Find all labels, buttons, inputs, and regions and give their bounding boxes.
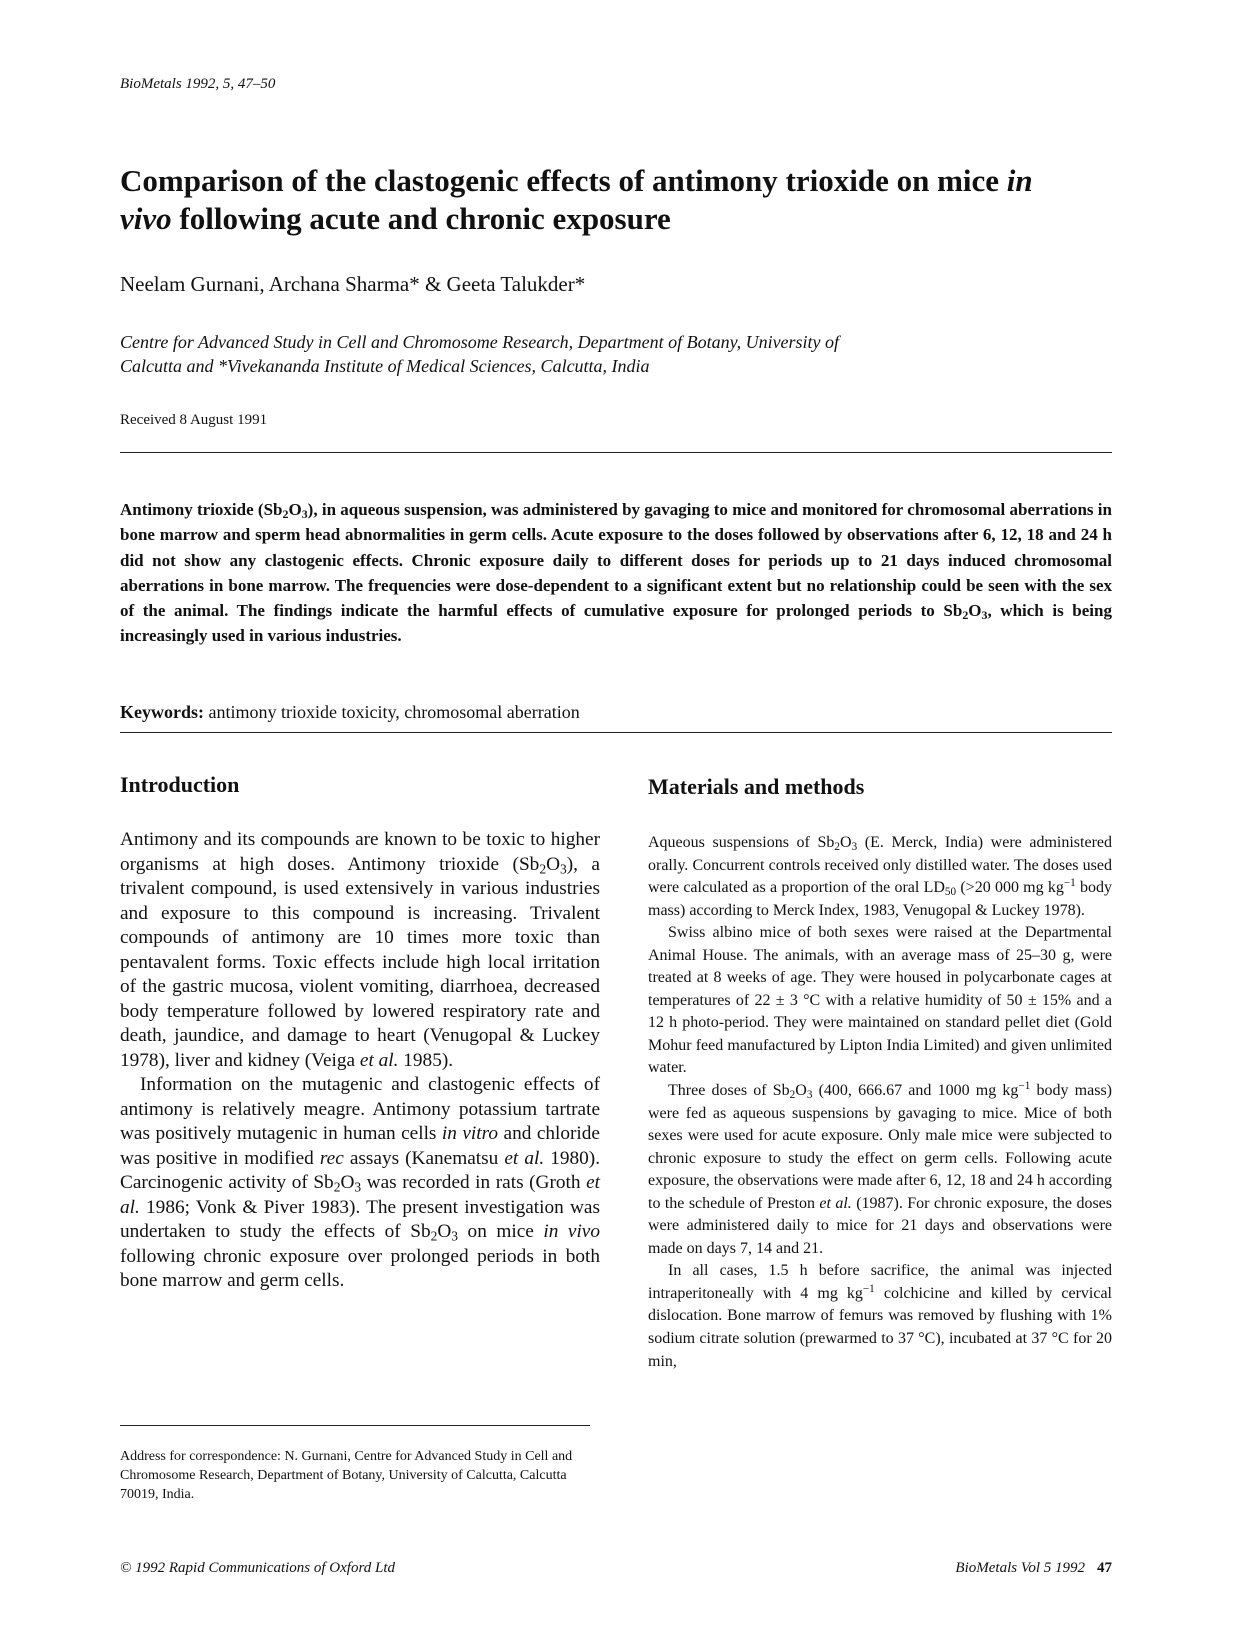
introduction-paragraph: Antimony and its compounds are known to be toxic to higher organisms at high doses. Antimony trioxide $(Sb_2O_3)$, a trivalent compound, is used extensively in various industries and exposure to this compound is increasing. Trivalent compounds of antimony are 10 times more toxic than pentavalent forms. Toxic effects include high local irritation of the gastric mucosa, violent vomiting, diarrhoea, decreased body temperature followed by lowered respiratory rate and death, jaundice, and damage to heart (Venugopal & Luckey 1978), liver and kidney (Veiga et al. 1985).	[120, 829, 600, 1071]
methods-paragraph: Swiss albino mice of both sexes were raised at the Departmental Animal House. The animals, with an average mass of 25–30 g, were treated at 8 weeks of age. They were housed in polycarbonate cages at temperatures of 22 ± 3 °C with a relative humidity of 50 ± 15% and a 12 h photo-period. They were maintained on standard pellet diet (Gold Mohur feed manufactured by Lipton India Limited) and given unlimited water.	[648, 924, 1112, 1077]
keywords-label: Keywords:	[120, 702, 204, 722]
methods-paragraph: Three doses of $Sb_2O_3$ (400, 666.67 and 1000 mg $kg^{-1}$ body mass) were fed as aqueous suspensions by gavaging to mice. Mice of both sexes were used for acute exposure. Only male mice were subjected to chronic exposure to study the effect on germ cells. Following acute exposure, the observations were made after 6, 12, 18 and 24 h according to the schedule of Preston et al. (1987). For chronic exposure, the doses were administered daily to mice for 21 days and observations were made on days 7, 14 and 21.	[648, 1079, 1113, 1257]
journal-name: BioMetals	[120, 76, 182, 92]
title-text: Comparison of the clastogenic effects of antimony trioxide on mice	[120, 163, 1007, 198]
copyright-notice: © 1992 Rapid Communications of Oxford Ltd	[120, 1560, 396, 1576]
introduction-body	[120, 828, 600, 1294]
page-footer	[920, 1560, 1112, 1577]
introduction-paragraph: Information on the mutagenic and clastogenic effects of antimony is relatively meagre. Antimony potassium tartrate was positively mutagenic in human cells in vitro and chloride was positive in modified rec assays (Kanematsu et al. 1980). Carcinogenic activity of $Sb_2O_3$ was recorded in rats (Groth et al. 1986; Vonk & Piver 1983). The present investigation was undertaken to study the effects of $Sb_2O_3$ on mice in vivo following chronic exposure over prolonged periods in both bone marrow and germ cells.	[120, 1074, 601, 1291]
journal-reference	[120, 76, 275, 93]
methods-body	[648, 832, 1112, 1373]
keywords-text: antimony trioxide toxicity, chromosomal aberration	[204, 702, 580, 722]
article-title	[120, 162, 1080, 238]
received-date: Received 8 August 1991	[120, 412, 268, 428]
page-number: 47	[1097, 1560, 1112, 1576]
footnote-divider	[120, 1425, 590, 1426]
affiliation-line: Centre for Advanced Study in Cell and Chromosome Research, Department of Botany, University of	[120, 332, 840, 352]
methods-heading: Materials and methods	[648, 774, 865, 799]
correspondence-footnote: Address for correspondence: N. Gurnani, Centre for Advanced Study in Cell and Chromosome Research, Department of Botany, University of Calcutta, Calcutta 70019, India.	[120, 1449, 573, 1502]
title-text-end: following acute and chronic exposure	[171, 201, 671, 236]
methods-paragraph: In all cases, 1.5 h before sacrifice, the animal was injected intraperitoneally with 4 mg $kg^{-1}$ colchicine and killed by cervical dislocation. Bone marrow of femurs was removed by flushing with 1% sodium citrate solution (prewarmed to 37 °C), incubated at 37 °C for 20 min,	[648, 1262, 1112, 1370]
journal-issue: BioMetals Vol 5 1992	[955, 1560, 1085, 1576]
introduction-heading: Introduction	[120, 772, 240, 797]
affiliation-line: Calcutta and *Vivekananda Institute of Medical Sciences, Calcutta, India	[120, 356, 650, 376]
abstract: Antimony trioxide $(Sb_2O_3)$, in aqueous suspension, was administered by gavaging to mice and monitored for chromosomal aberrations in bone marrow and sperm head abnormalities in germ cells. Acute exposure to the doses followed by observations after 6, 12, 18 and 24 h did not show any clastogenic effects. Chronic exposure daily to different doses for periods up to 21 days induced chromosomal aberrations in bone marrow. The frequencies were dose-dependent to a significant extent but no relationship could be seen with the sex of the animal. The findings indicate the harmful effects of cumulative exposure for prolonged periods to $Sb_2O_3$, which is being increasingly used in various industries.	[120, 500, 1112, 646]
journal-citation: 1992, 5, 47–50	[185, 76, 276, 92]
author-list: Neelam Gurnani, Archana Sharma* & Geeta Talukder*	[120, 272, 586, 296]
title-italic-text: in vivo	[120, 163, 1033, 236]
methods-paragraph: Aqueous suspensions of $Sb_2O_3$ (E. Merck, India) were administered orally. Concurrent controls received only distilled water. The doses used were calculated as a proportion of the oral $LD_{50}$ (>20 000 mg $kg^{-1}$ body mass) according to Merck Index, 1983, Venugopal & Luckey 1978).	[648, 834, 1113, 919]
divider-bottom	[120, 732, 1112, 733]
affiliation	[120, 330, 1080, 378]
divider-top	[120, 452, 1112, 453]
keywords	[120, 702, 580, 723]
